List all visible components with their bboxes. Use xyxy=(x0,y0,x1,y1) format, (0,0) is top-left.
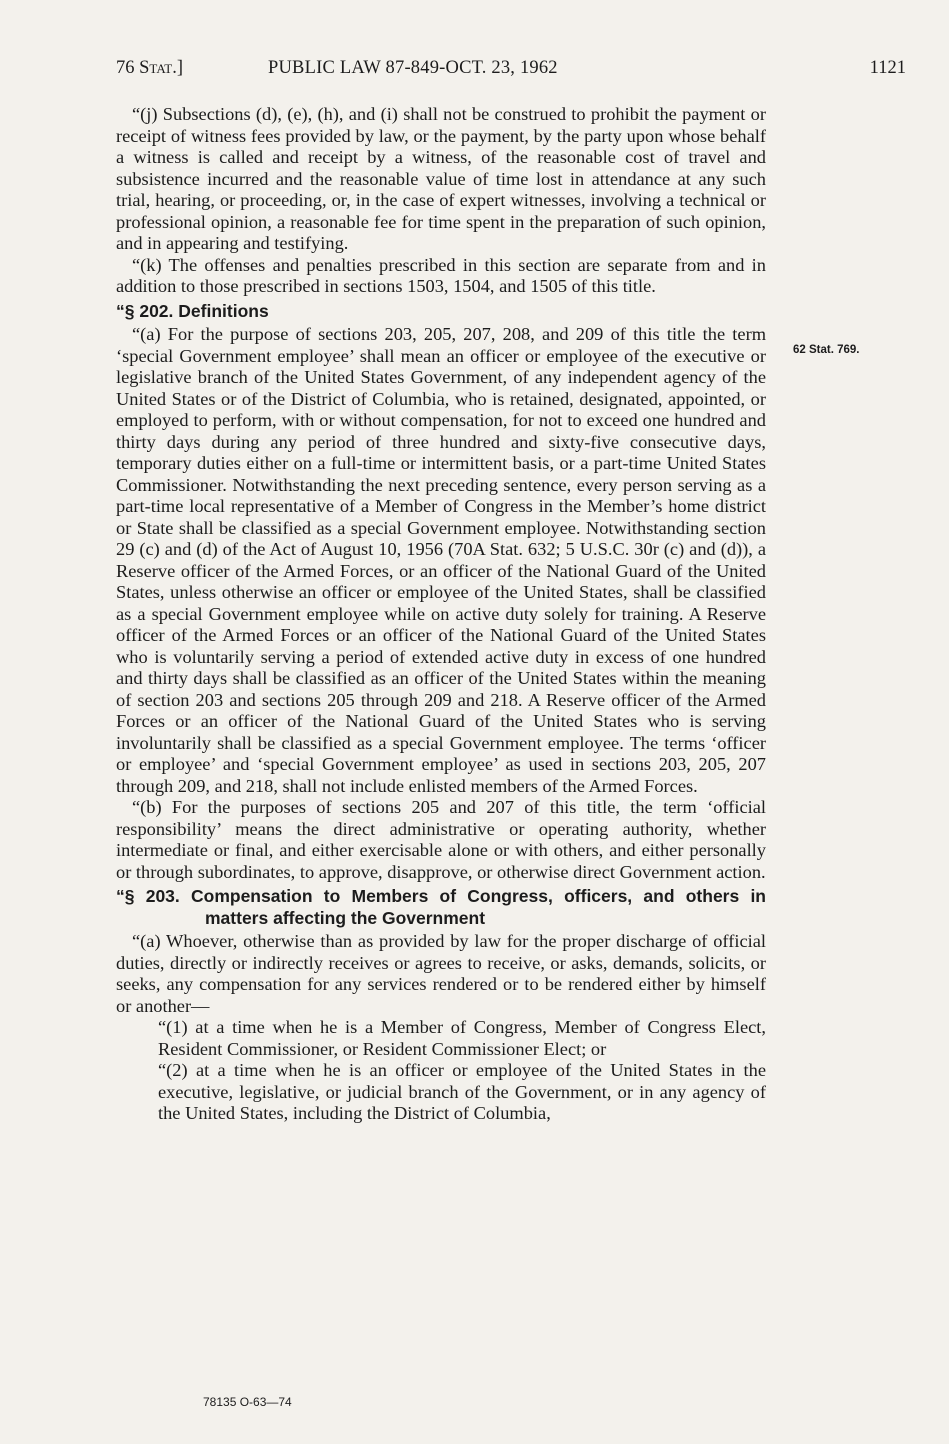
print-code-footer: 78135 O-63—74 xyxy=(203,1395,292,1409)
margin-citation: 62 Stat. 769. xyxy=(793,344,860,356)
paragraph-j: “(j) Subsections (d), (e), (h), and (i) shall not be construed to prohibit the payment or receipt of witness fees provided by law, or the payment, by the party upon whose behalf a witness is called and receipt by a witness, of the reasonable cost of travel and subsistence incurred and the reasonable value of time lost in attendance at any such trial, hearing, or proceeding, or, in the case of expert witnesses, involving a technical or professional opinion, a reasonable fee for time spent in the preparation of such opinion, and in appearing and testifying. xyxy=(116,104,766,253)
body-text xyxy=(116,104,766,1125)
paragraph-203-a-2: “(2) at a time when he is an officer or employee of the United States in the executive, legislative, or judicial branch of the Government, or in any agency of the United States, including the District of Columbia, xyxy=(158,1060,766,1123)
section-203-heading: “§ 203. Compensation to Members of Congress, officers, and others in matters affecting the Government xyxy=(116,886,766,928)
paragraph-203-a: “(a) Whoever, otherwise than as provided by law for the proper discharge of official duties, directly or indirectly receives or agrees to receive, or asks, demands, solicits, or seeks, any compensation for any services rendered or to be rendered either by himself or another— xyxy=(116,931,766,1016)
paragraph-k: “(k) The offenses and penalties prescribed in this section are separate from and in addition to those prescribed in sections 1503, 1504, and 1505 of this title. xyxy=(116,254,766,296)
volume-citation: 76 Stat.] xyxy=(116,58,183,78)
public-law-title: PUBLIC LAW 87-849-OCT. 23, 1962 xyxy=(268,58,558,78)
running-header xyxy=(116,58,906,86)
page-number: 1121 xyxy=(869,58,906,78)
section-202-heading: “§ 202. Definitions xyxy=(116,300,269,321)
paragraph-203-a-1: “(1) at a time when he is a Member of Congress, Member of Congress Elect, Resident Commissioner, or Resident Commissioner Elect; or xyxy=(158,1017,766,1059)
paragraph-202-a: “(a) For the purpose of sections 203, 205, 207, 208, and 209 of this title the term ‘special Government employee’ shall mean an officer or employee of the executive or legislative branch of the United States Government, of any independent agency of the United States or of the District of Columbia, who is retained, designated, appointed, or employed to perform, with or without compensation, for not to exceed one hundred and thirty days during any period of three hundred and sixty-five consecutive days, temporary duties either on a full-time or intermittent basis, or a part-time United States Commissioner. Notwithstanding the next preceding sentence, every person serving as a part-time local representative of a Member of Congress in the Member’s home district or State shall be classified as a special Government employee. Notwithstanding section 29 (c) and (d) of the Act of August 10, 1956 (70A Stat. 632; 5 U.S.C. 30r (c) and (d)), a Reserve officer of the Armed Forces, or an officer of the National Guard of the United States, unless otherwise an officer or employee of the United States, shall be classified as a special Government employee while on active duty solely for training. A Reserve officer of the Armed Forces or an officer of the National Guard of the United States who is voluntarily serving a period of extended active duty in excess of one hundred and thirty days shall be classified as an officer of the United States within the meaning of section 203 and sections 205 through 209 and 218. A Reserve officer of the Armed Forces or an officer of the National Guard of the United States who is serving involuntarily shall be classified as a special Government employee. The terms ‘officer or employee’ and ‘special Government employee’ as used in sections 203, 205, 207 through 209, and 218, shall not include enlisted members of the Armed Forces. xyxy=(116,324,766,796)
paragraph-202-b: “(b) For the purposes of sections 205 and 207 of this title, the term ‘official responsibility’ means the direct administrative or operating authority, whether intermediate or final, and either exercisable alone or with others, and either personally or through subordinates, to approve, disapprove, or otherwise direct Government action. xyxy=(116,797,766,882)
